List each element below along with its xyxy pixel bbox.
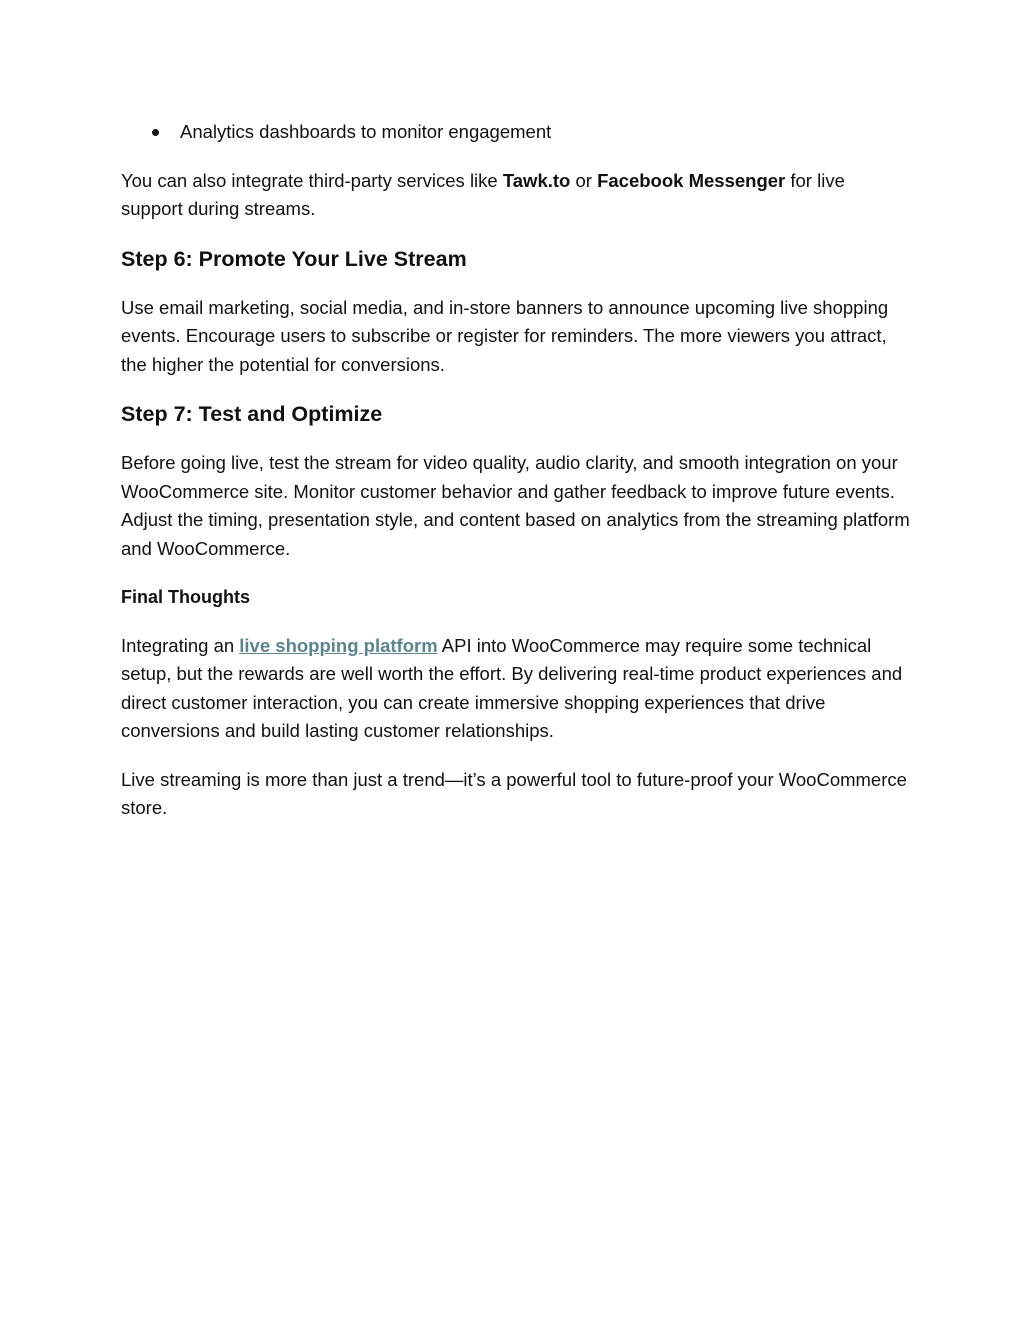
list-item (121, 118, 911, 147)
integrations-text-1: You can also integrate third-party services like (121, 169, 503, 191)
integrations-paragraph (121, 167, 911, 224)
final-thoughts-paragraph-1 (121, 632, 911, 746)
final-thoughts-text-1: Integrating an (121, 634, 240, 656)
live-shopping-platform-link[interactable]: live shopping platform (239, 634, 438, 656)
step6-paragraph: Use email marketing, social media, and in-store banners to announce upcoming live shopping events. Encourage users to subscribe or register for reminders. The more viewers you attract, the higher the potential for conversions. (121, 296, 889, 375)
document-content (121, 118, 911, 843)
bullet-icon (152, 129, 159, 136)
step7-heading: Step 7: Test and Optimize (121, 402, 383, 426)
bullet-list (121, 118, 911, 147)
step6-heading: Step 6: Promote Your Live Stream (121, 246, 467, 271)
facebook-messenger-name: Facebook Messenger (597, 169, 786, 191)
tawk-to-name: Tawk.to (502, 169, 571, 191)
final-thoughts-heading: Final Thoughts (121, 587, 250, 607)
list-item-text: Analytics dashboards to monitor engagement (180, 121, 552, 142)
final-thoughts-text-2: API into WooCommerce may require some technical setup, but the rewards are well worth the effort. By delivering real-time product experiences and direct customer interaction, you can create immersive shopping experiences that drive conversions and build lasting customer relationships. (121, 634, 903, 741)
step7-paragraph: Before going live, test the stream for video quality, audio clarity, and smooth integration on your WooCommerce site. Monitor customer behavior and gather feedback to improve future events. Adjust the timing, presentation style, and content based on analytics from the streaming platform and WooCommerce. (121, 452, 910, 559)
integrations-text-2: or (570, 169, 598, 191)
integrations-text-3: for live support during streams. (121, 169, 845, 219)
final-thoughts-paragraph-2: Live streaming is more than just a trend—it’s a powerful tool to future-proof your WooCommerce store. (121, 768, 907, 818)
